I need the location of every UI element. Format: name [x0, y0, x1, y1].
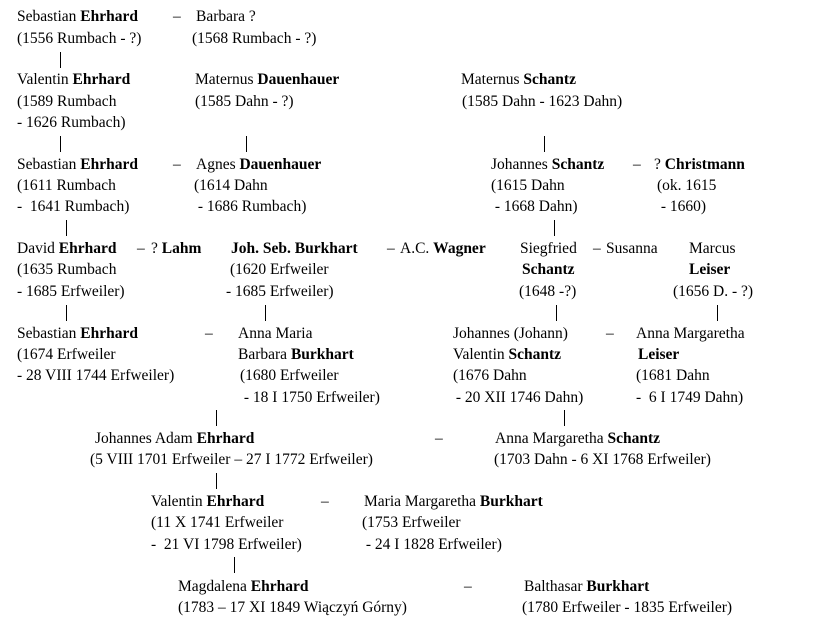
surname-leiser: Leiser — [638, 346, 680, 363]
person-anna-maria: Anna Maria — [238, 325, 313, 342]
marriage-dash: – — [173, 156, 181, 173]
dates-burkhart-1620-a: (1620 Erfweiler — [230, 261, 329, 278]
marriage-dash: – — [593, 240, 601, 257]
person-anna-margaretha-schantz: Anna Margaretha Schantz — [495, 430, 661, 447]
dates-magdalena: (1783 – 17 XI 1849 Wiączyń Górny) — [178, 599, 407, 616]
person-johannes-adam-ehrhard: Johannes Adam Ehrhard — [95, 430, 255, 447]
dates-valentin-1589-a: (1589 Rumbach — [17, 93, 117, 110]
dates-johannes-1615-b: - 1668 Dahn) — [491, 198, 578, 215]
dates-sebastian-1674-a: (1674 Erfweiler — [17, 346, 116, 363]
person-maria-margaretha-burkhart: Maria Margaretha Burkhart — [364, 493, 543, 510]
person-johannes-johann: Johannes (Johann) — [453, 325, 568, 342]
dates-christmann-a: (ok. 1615 — [657, 177, 717, 194]
descent-line — [216, 473, 217, 489]
dates-barbara: (1568 Rumbach - ?) — [192, 30, 317, 47]
dates-johannes-adam: (5 VIII 1701 Erfweiler – 27 I 1772 Erfweiler) — [90, 451, 373, 468]
person-magdalena-ehrhard: Magdalena Ehrhard — [178, 578, 309, 595]
dates-sebastian-1556: (1556 Rumbach - ?) — [17, 30, 142, 47]
descent-line — [66, 220, 67, 236]
dates-johannes-1676-b: - 20 XII 1746 Dahn) — [452, 389, 584, 406]
descent-line — [265, 305, 266, 321]
person-barbara: Barbara ? — [196, 8, 256, 25]
person-johannes-schantz-1615: Johannes Schantz — [491, 156, 605, 173]
dates-valentin-1741-a: (11 X 1741 Erfweiler — [151, 514, 284, 531]
person-maternus-dauenhauer: Maternus Dauenhauer — [195, 71, 340, 88]
marriage-dash: – — [173, 8, 181, 25]
dates-agnes-b: - 1686 Rumbach) — [194, 198, 307, 215]
dates-siegfried-susanna: (1648 -?) — [519, 283, 577, 300]
descent-line — [60, 52, 61, 68]
person-barbara-burkhart: Barbara Burkhart — [238, 346, 354, 363]
person-valentin-ehrhard-1741: Valentin Ehrhard — [151, 493, 265, 510]
surname-leiser-marcus: Leiser — [689, 261, 731, 278]
dates-maternus-schantz: (1585 Dahn - 1623 Dahn) — [462, 93, 623, 110]
dates-anna-margaretha-1681-a: (1681 Dahn — [636, 367, 710, 384]
marriage-dash: – — [137, 240, 145, 257]
dates-agnes-a: (1614 Dahn — [194, 177, 268, 194]
person-valentin-schantz: Valentin Schantz — [453, 346, 562, 363]
person-agnes-dauenhauer: Agnes Dauenhauer — [196, 156, 322, 173]
person-maternus-schantz: Maternus Schantz — [461, 71, 576, 88]
marriage-dash: – — [606, 325, 614, 342]
dates-valentin-1741-b: - 21 VI 1798 Erfweiler) — [151, 536, 302, 553]
descent-line — [216, 410, 217, 426]
dates-david-a: (1635 Rumbach — [17, 261, 117, 278]
person-sebastian-ehrhard-1674: Sebastian Ehrhard — [17, 325, 138, 342]
dates-david-b: - 1685 Erfweiler) — [17, 283, 125, 300]
dates-sebastian-1674-b: - 28 VIII 1744 Erfweiler) — [17, 367, 175, 384]
person-lahm: ? Lahm — [151, 240, 202, 257]
person-balthasar-burkhart: Balthasar Burkhart — [524, 578, 650, 595]
dates-burkhart-1620-b: - 1685 Erfweiler) — [226, 283, 334, 300]
dates-balthasar: (1780 Erfweiler - 1835 Erfweiler) — [522, 599, 733, 616]
person-valentin-ehrhard-1589: Valentin Ehrhard — [17, 71, 131, 88]
dates-marcus-leiser: (1656 D. - ?) — [673, 283, 754, 300]
marriage-dash: – — [633, 156, 641, 173]
descent-line — [556, 305, 557, 321]
dates-valentin-1589-b: - 1626 Rumbach) — [17, 114, 126, 131]
descent-line — [246, 136, 247, 152]
descent-line — [60, 136, 61, 152]
marriage-dash: – — [321, 493, 329, 510]
descent-line — [544, 136, 545, 152]
marriage-dash: – — [435, 430, 443, 447]
dates-maria-margaretha-a: (1753 Erfweiler — [362, 514, 461, 531]
person-ac-wagner: A.C. Wagner — [400, 240, 486, 257]
dates-maria-margaretha-b: - 24 I 1828 Erfweiler) — [362, 536, 502, 553]
person-marcus-leiser: Marcus — [689, 240, 736, 257]
dates-anna-margaretha-1681-b: - 6 I 1749 Dahn) — [636, 389, 744, 406]
descent-line — [234, 557, 235, 573]
dates-anna-maria-a: (1680 Erfweiler — [240, 367, 339, 384]
descent-line — [564, 410, 565, 426]
dates-maternus-dauenhauer: (1585 Dahn - ?) — [195, 93, 294, 110]
person-susanna: Susanna — [606, 240, 658, 257]
dates-johannes-1676-a: (1676 Dahn — [453, 367, 527, 384]
person-joh-seb-burkhart: Joh. Seb. Burkhart — [231, 240, 358, 257]
dates-christmann-b: - 1660) — [657, 198, 707, 215]
person-david-ehrhard: David Ehrhard — [17, 240, 117, 257]
descent-line — [66, 305, 67, 321]
dates-anna-maria-b: - 18 I 1750 Erfweiler) — [240, 389, 380, 406]
person-sebastian-ehrhard-1611: Sebastian Ehrhard — [17, 156, 138, 173]
dates-anna-margaretha-schantz: (1703 Dahn - 6 XI 1768 Erfweiler) — [494, 451, 711, 468]
descent-line — [554, 220, 555, 236]
marriage-dash: – — [464, 578, 472, 595]
descent-line — [717, 305, 718, 321]
person-anna-margaretha-1681: Anna Margaretha — [636, 325, 745, 342]
marriage-dash: – — [387, 240, 395, 257]
person-sebastian-ehrhard-1556: Sebastian Ehrhard — [17, 8, 138, 25]
dates-johannes-1615-a: (1615 Dahn — [491, 177, 565, 194]
person-christmann: ? Christmann — [654, 156, 745, 173]
surname-schantz-siegfried: Schantz — [522, 261, 575, 278]
dates-sebastian-1611-a: (1611 Rumbach — [17, 177, 116, 194]
marriage-dash: – — [205, 325, 213, 342]
dates-sebastian-1611-b: - 1641 Rumbach) — [17, 198, 130, 215]
person-siegfried: Siegfried — [520, 240, 577, 257]
